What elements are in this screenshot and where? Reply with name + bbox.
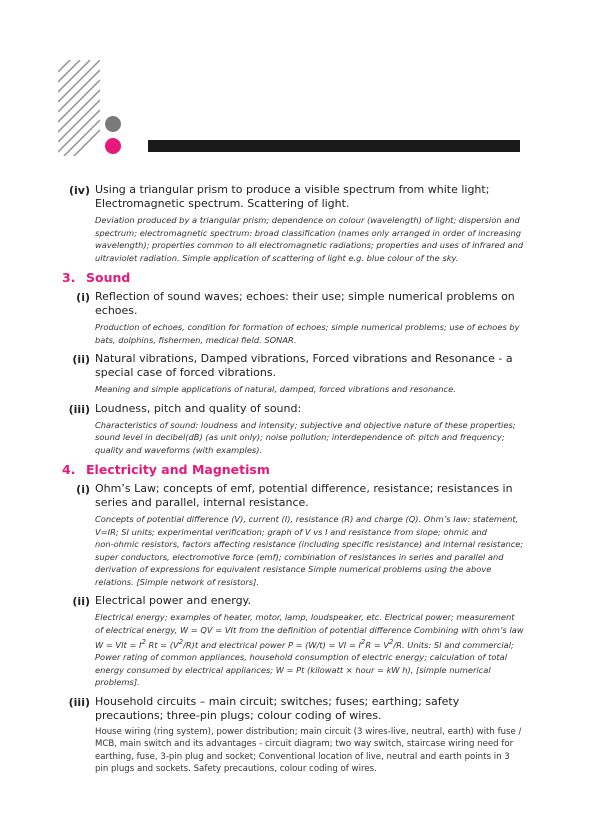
- notes-part: Concepts of potential difference (V), current (I), resistance (R) and charge (Q). Ohm’s law: statement, V=IR; SI units; experimental verification; graph of V vs I and resistance from slope; ohmic and: [95, 514, 519, 537]
- item-number: (iv): [69, 184, 90, 197]
- pink-dot-decoration: [105, 138, 121, 154]
- syllabus-item: [62, 482, 524, 588]
- item-number: (iii): [68, 695, 90, 709]
- item-topic: Household circuits – main circuit; switches; fuses; earthing; safety precautions; three-pin plugs; colour coding of wires.: [95, 694, 460, 722]
- syllabus-item: [62, 594, 524, 689]
- section-title: Sound: [86, 270, 131, 285]
- item-topic: Electrical power and energy.: [95, 594, 251, 607]
- item-notes: Production of echoes, condition for formation of echoes; simple numerical problems; use of echoes by bats, dolphins, fishermen, medical field. SONAR.: [95, 322, 520, 345]
- syllabus-item: [62, 352, 524, 396]
- item-number: (iii): [68, 402, 90, 416]
- syllabus-content: [62, 183, 524, 782]
- notes-part: Electrical energy; examples of heater, motor, lamp, loudspeaker, etc. Electrical power; measurement of electrical energy, W = QV = VIt from the definition of potential difference Combining with ohm’s law W = VIt = I: [95, 612, 524, 650]
- notes-part: /R. Units: SI and commercial; Power rating of common appliances, household consumption of electric energy; calculation of total energy consumed by electrical appliances; W = Pt (kilowatt × hour = kW h), [simple numerical problems].: [95, 639, 514, 688]
- item-notes: House wiring (ring system), power distribution; main circuit (3 wires-live, neutral, earth) with fuse / MCB, main switch and its advantages - circuit diagram; two way switch, staircase wiring need for earthing, fuse, 3-pin plug and socket; Conventional location of live, neutral and earth points in 3 pin plugs and sockets. Safety precautions, colour coding of wires.: [95, 726, 522, 775]
- syllabus-item: [62, 290, 524, 346]
- item-notes: Meaning and simple applications of natural, damped, forced vibrations and resonance.: [95, 384, 456, 394]
- section-title: Electricity and Magnetism: [86, 462, 270, 477]
- item-number: (i): [76, 483, 90, 496]
- syllabus-item-iv: [62, 183, 524, 264]
- superscript: 2: [389, 638, 394, 646]
- syllabus-item: [62, 402, 524, 457]
- item-topic: Using a triangular prism to produce a visible spectrum from white light; Electromagnetic spectrum. Scattering of light.: [95, 183, 490, 210]
- item-number: (i): [76, 291, 90, 304]
- item-topic: Natural vibrations, Damped vibrations, Forced vibrations and Resonance - a special case of forced vibrations.: [95, 352, 513, 379]
- superscript: 2: [360, 638, 366, 646]
- superscript: 2: [141, 638, 146, 646]
- notes-part: R = V: [365, 639, 389, 650]
- item-number: (ii): [72, 595, 90, 608]
- item-topic: Ohm’s Law; concepts of emf, potential difference, resistance; resistances in series and parallel, internal resistance.: [95, 482, 513, 509]
- notes-part: non-ohmic resistors, factors affecting resistance (including specific resistance) and internal resistance; super conductors, electromotive force (emf); combination of resistances in series and parallel and derivation of expressions for equivalent resistance Simple numerical problems using the above relations. [Simple network of resistors].: [95, 539, 524, 587]
- item-notes: [95, 513, 524, 588]
- notes-part: /R)t and electrical power P = (W/t) = VI = I: [183, 639, 361, 650]
- section-number: 4.: [62, 462, 76, 477]
- item-topic: Loudness, pitch and quality of sound:: [95, 401, 302, 415]
- item-notes: [95, 611, 524, 689]
- section-number: 3.: [62, 270, 76, 285]
- item-notes: Characteristics of sound: loudness and intensity; subjective and objective nature of these properties; sound level in decibel(dB) (as unit only); noise pollution; interdependence of: pitch and frequency; quality and waveforms (with examples).: [95, 419, 516, 455]
- notes-part: Rt = (V: [145, 639, 179, 650]
- section-heading-sound: [62, 270, 524, 286]
- item-notes: Deviation produced by a triangular prism; dependence on colour (wavelength) of light; dispersion and spectrum; electromagnetic spectrum: broad classification (names only arranged in order of increasing wavelength); properties common to all electromagnetic radiations; properties and uses of infrared and ultraviolet radiation. Simple application of scattering of light e.g. blue colour of the sky.: [95, 215, 524, 263]
- superscript: 2: [178, 638, 184, 646]
- item-topic: Reflection of sound waves; echoes: their use; simple numerical problems on echoes.: [95, 290, 515, 317]
- item-number: (ii): [72, 353, 90, 366]
- section-heading-electricity: [62, 462, 524, 478]
- syllabus-item: [62, 695, 524, 776]
- header-bar: [148, 140, 520, 152]
- diagonal-stripes-decoration: [58, 60, 100, 156]
- gray-dot-decoration: [105, 116, 121, 132]
